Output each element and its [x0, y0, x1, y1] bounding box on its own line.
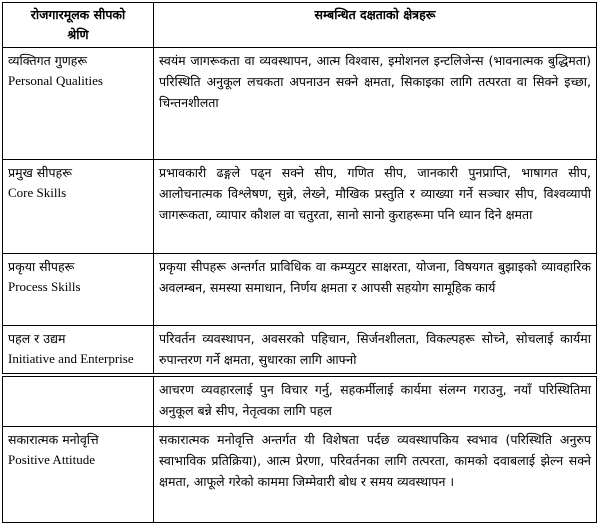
table-row: [3, 160, 597, 254]
table-row: [3, 254, 597, 326]
category-name-english: Process Skills: [8, 279, 81, 294]
category-name-nepali: व्यक्तिगत गुणहरू: [8, 53, 88, 68]
table-row: [3, 48, 597, 160]
table-row: [3, 377, 597, 427]
competency-description: प्रकृया सीपहरू अन्तर्गत प्राविधिक वा कम्प्युटर साक्षरता, योजना, विषयगत बुझाइको व्यावहारिक अवलम्बन, समस्या समाधान, निर्णय क्षमता र आपसी सहयोग सामूहिक कार्य: [154, 254, 597, 326]
category-cell: [3, 254, 154, 326]
category-name-english: Personal Qualities: [8, 73, 103, 88]
header-skill-category-line1: रोजगारमूलक सीपको: [30, 7, 126, 22]
category-cell: [3, 326, 154, 374]
category-name-english: Core Skills: [8, 185, 67, 200]
table-header-row: [3, 3, 597, 48]
category-name-nepali: प्रमुख सीपहरू: [8, 165, 72, 180]
category-name-english: Positive Attitude: [8, 452, 96, 467]
header-skill-category: [3, 3, 154, 48]
competency-description: परिवर्तन व्यवस्थापन, अवसरको पहिचान, सिर्जनशीलता, विकल्पहरू सोच्ने, सोचलाई कार्यमा रुपान्तरण गर्ने क्षमता, सुधारका लागि आफ्नो: [154, 326, 597, 374]
header-related-competencies: सम्बन्धित दक्षताको क्षेत्रहरू: [154, 3, 597, 48]
category-name-nepali: पहल र उद्यम: [8, 331, 66, 346]
category-cell: [3, 160, 154, 254]
competency-description: आचरण व्यवहारलाई पुन विचार गर्नु, सहकर्मीलाई कार्यमा संलग्न गराउनु, नयाँ परिस्थितिमा अनुकूल बन्ने सीप, नेतृत्वका लागि पहल: [154, 377, 597, 427]
competency-description: सकारात्मक मनोवृत्ति अन्तर्गत यी विशेषता पर्दछ व्यवस्थापकिय स्वभाव (परिस्थिति अनुरुप स्वाभाविक प्रतिक्रिया), आत्म प्रेरणा, परिवर्तनका लागि तत्परता, कामको दवाबलाई झेल्न सक्ने क्षमता, आफूले गरेको काममा जिम्मेवारी बोध र समय व्यवस्थापन ।: [154, 427, 597, 523]
category-name-nepali: प्रकृया सीपहरू: [8, 259, 75, 274]
competency-description: स्वयंम जागरूकता वा व्यवस्थापन, आत्म विश्वास, इमोशनल इन्टलिजेन्स (भावनात्मक बुद्धिमता) परिस्थिति अनुकूल लचकता अपनाउन सक्ने क्षमता, सिकाइका लागि तत्परता वा सिक्ने इच्छा, चिन्तनशीलता: [154, 48, 597, 160]
category-cell: [3, 427, 154, 523]
skills-table-part-2: [2, 376, 597, 523]
category-cell: [3, 48, 154, 160]
competency-description: प्रभावकारी ढङ्गले पढ्न सक्ने सीप, गणित सीप, जानकारी पुनप्राप्ति, भाषागत सीप, आलोचनात्मक विश्लेषण, सुन्ने, लेख्ने, मौखिक प्रस्तुति र व्याख्या गर्ने सञ्चार सीप, विश्वव्यापी जागरूकता, व्यापार कौशल वा चतुरता, सानो सानो कुराहरूमा पनि ध्यान दिने क्षमता: [154, 160, 597, 254]
category-name-english: Initiative and Enterprise: [8, 351, 134, 366]
skills-table-part-1: [2, 2, 597, 374]
category-cell: [3, 377, 154, 427]
category-name-nepali: सकारात्मक मनोवृत्ति: [8, 432, 99, 447]
header-skill-category-line2: श्रेणि: [67, 27, 89, 42]
table-row: [3, 326, 597, 374]
table-row: [3, 427, 597, 523]
